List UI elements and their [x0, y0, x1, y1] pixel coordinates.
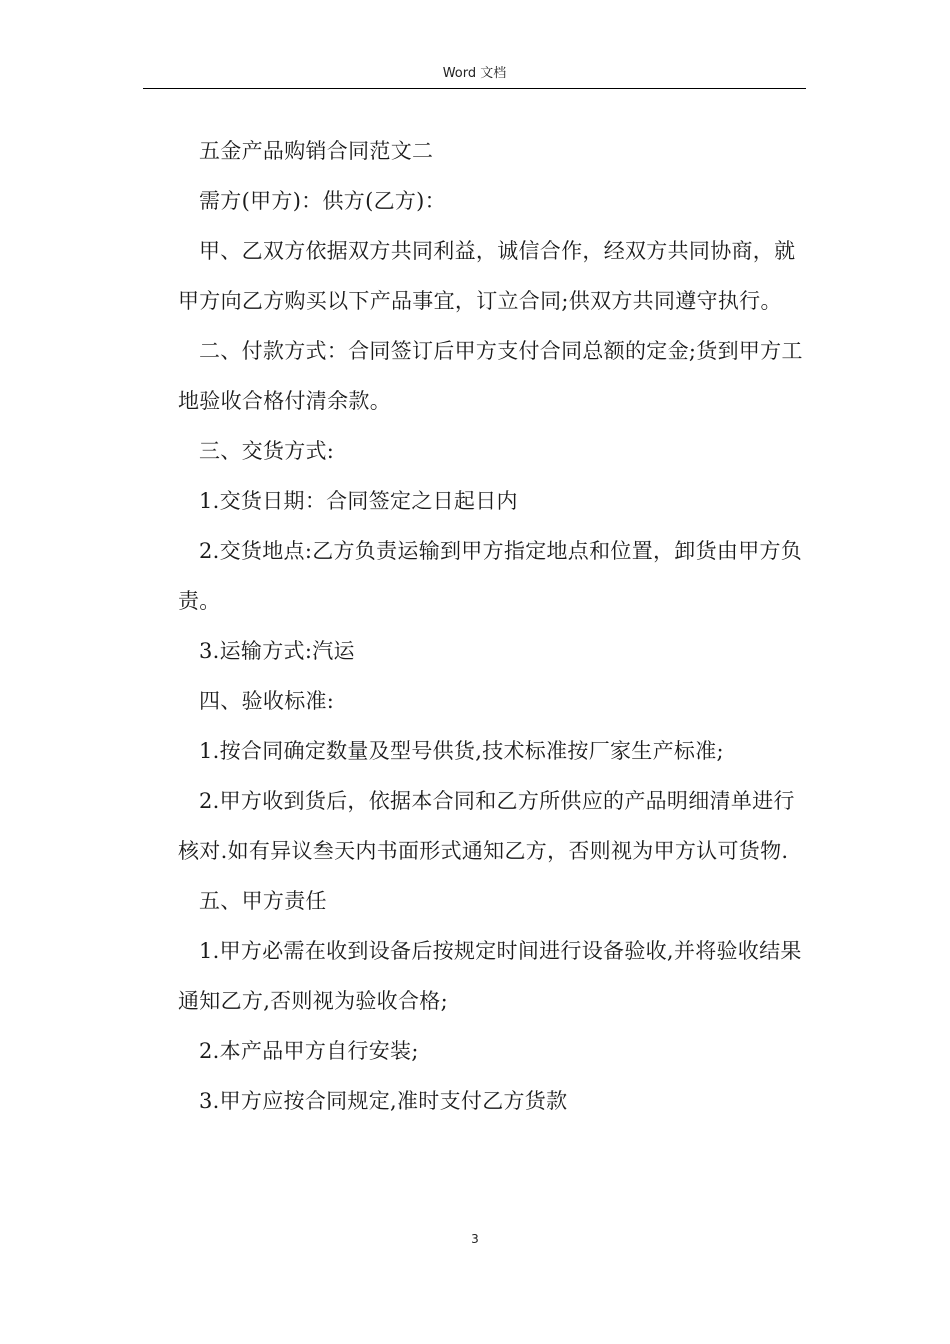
page-header [143, 64, 806, 89]
page-number: 3 [471, 1232, 479, 1246]
parties-line: 需方(甲方)：供方(乙方)： [199, 189, 446, 213]
section-heading-delivery: 三、交货方式: [199, 439, 335, 463]
paragraph-transport: 3.运输方式:汽运 [199, 639, 355, 663]
paragraph-buyer-duty-2: 2.本产品甲方自行安装; [199, 1039, 419, 1063]
section-heading-acceptance: 四、验收标准: [199, 689, 335, 713]
paragraph-acceptance-2: 2.甲方收到货后，依据本合同和乙方所供应的产品明细清单进行核对.如有异议叁天内书面形式通知乙方，否则视为甲方认可货物. [178, 789, 795, 863]
paragraph-buyer-duty-3: 3.甲方应按合同规定,准时支付乙方货款 [199, 1089, 568, 1113]
document-body [178, 126, 806, 1126]
paragraph-delivery-location: 2.交货地点:乙方负责运输到甲方指定地点和位置，卸货由甲方负责。 [178, 539, 803, 613]
paragraph-payment: 二、付款方式：合同签订后甲方支付合同总额的定金;货到甲方工地验收合格付清余款。 [178, 339, 803, 413]
section-heading-buyer-duty: 五、甲方责任 [199, 889, 327, 913]
document-title: 五金产品购销合同范文二 [199, 139, 434, 163]
paragraph-acceptance-1: 1.按合同确定数量及型号供货,技术标准按厂家生产标准; [199, 739, 724, 763]
paragraph-delivery-date: 1.交货日期：合同签定之日起日内 [199, 489, 518, 513]
paragraph-buyer-duty-1: 1.甲方必需在收到设备后按规定时间进行设备验收,并将验收结果通知乙方,否则视为验收合格; [178, 939, 802, 1013]
header-text: Word 文档 [442, 66, 507, 81]
paragraph-intro: 甲、乙双方依据双方共同利益，诚信合作，经双方共同协商，就甲方向乙方购买以下产品事宜，订立合同;供双方共同遵守执行。 [178, 239, 796, 313]
page-footer [0, 1232, 950, 1246]
